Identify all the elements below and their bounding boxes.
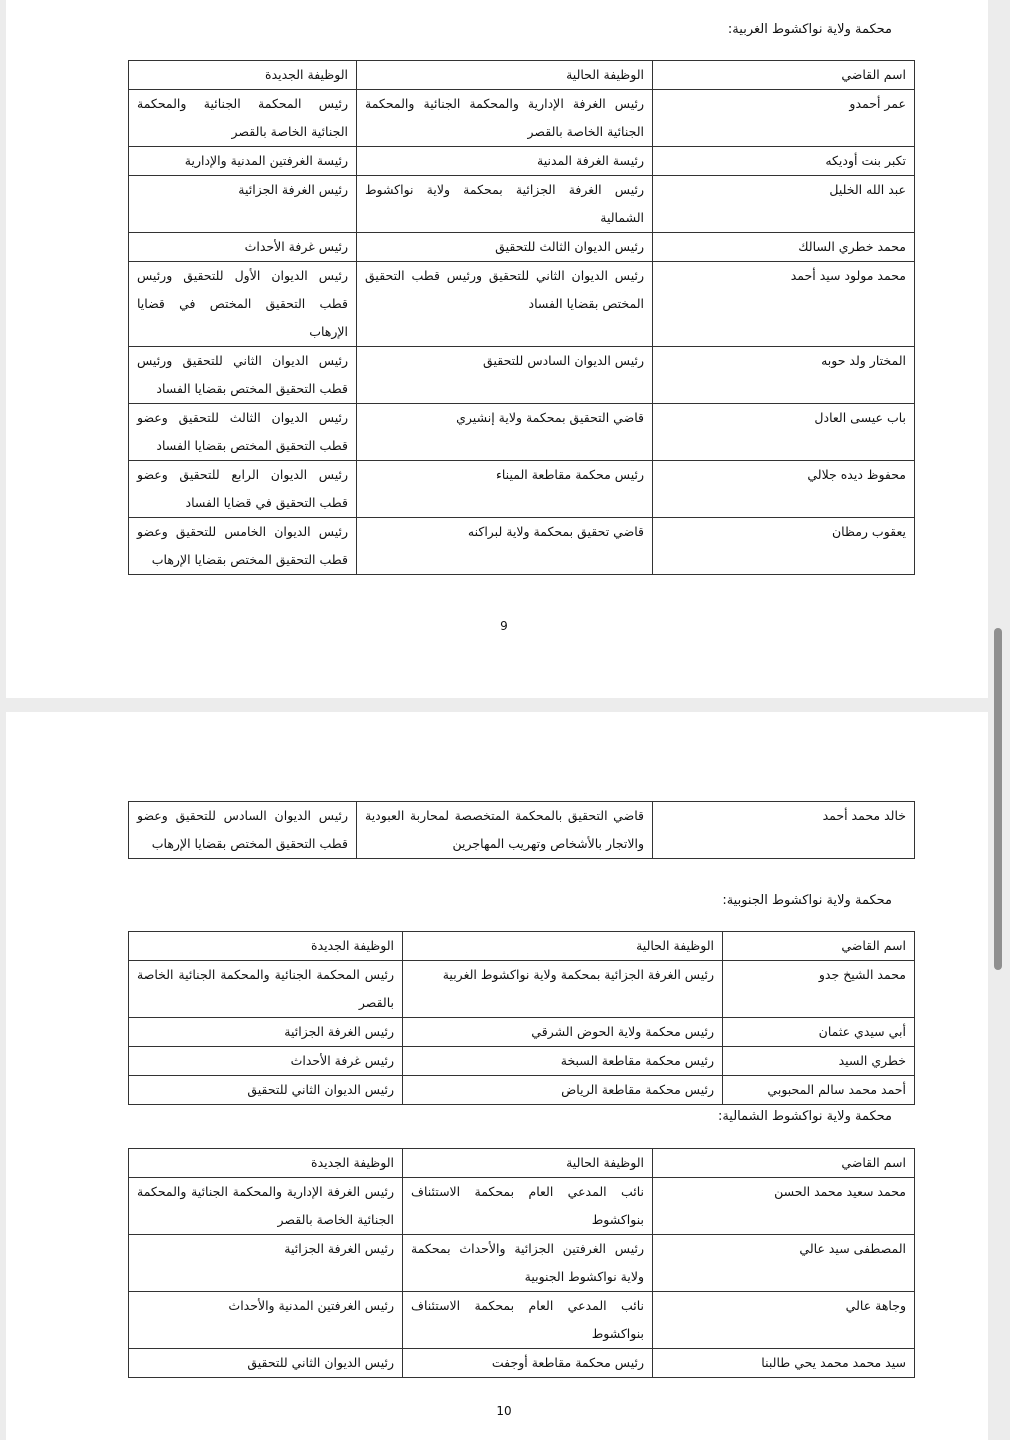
new-position-cell	[129, 1076, 403, 1105]
table-header-row	[129, 61, 915, 90]
table-row	[129, 518, 915, 575]
table-row	[129, 1349, 915, 1378]
cell-text: قاضي تحقيق بمحكمة ولاية لبراكنه	[467, 524, 644, 539]
section-title-south: محكمة ولاية نواكشوط الجنوبية:	[722, 893, 892, 908]
cell-text: رئيس الغرفة الجزائية بمحكمة ولاية نواكشوط الغربية	[442, 967, 714, 982]
cell-text: رئيس محكمة ولاية الحوض الشرقي	[531, 1024, 714, 1039]
column-header	[129, 1149, 403, 1178]
cell-text: تكبر بنت أوديكه	[825, 153, 906, 168]
cell-text: محمد سعيد محمد الحسن	[774, 1184, 906, 1199]
judge-name-cell	[653, 147, 915, 176]
judge-name-cell	[653, 1235, 915, 1292]
cell-text: رئيس الغرفة الجزائية	[284, 1241, 394, 1256]
column-header	[403, 932, 723, 961]
judge-name-cell	[653, 1349, 915, 1378]
current-position-cell	[403, 961, 723, 1018]
column-header-label: الوظيفة الجديدة	[311, 938, 394, 953]
table-row	[129, 461, 915, 518]
new-position-cell	[129, 1292, 403, 1349]
current-position-cell	[403, 1047, 723, 1076]
column-header-label: اسم القاضي	[841, 1155, 906, 1170]
column-header	[403, 1149, 653, 1178]
table-row	[129, 1292, 915, 1349]
cell-text: رئيس الديوان الثالث للتحقيق	[495, 239, 644, 254]
table-row	[129, 1235, 915, 1292]
new-position-cell	[129, 404, 357, 461]
column-header-label: اسم القاضي	[841, 938, 906, 953]
table-row	[129, 233, 915, 262]
cell-text: محمد مولود سيد أحمد	[790, 268, 906, 283]
judge-name-cell	[653, 404, 915, 461]
column-header	[357, 61, 653, 90]
page-number: 10	[496, 1404, 512, 1418]
column-header-label: الوظيفة الحالية	[566, 1155, 644, 1170]
new-position-cell	[129, 233, 357, 262]
table-row	[129, 147, 915, 176]
cell-text: رئيس الديوان الثاني للتحقيق ورئيس قطب التحقيق المختص بقضايا الفساد	[365, 268, 644, 311]
judge-name-cell	[653, 518, 915, 575]
column-header	[129, 61, 357, 90]
new-position-cell	[129, 90, 357, 147]
cell-text: قاضي التحقيق بالمحكمة المتخصصة لمحاربة العبودية والاتجار بالأشخاص وتهريب المهاجرين	[365, 808, 644, 851]
cell-text: رئيس الديوان السادس للتحقيق	[483, 353, 644, 368]
column-header	[653, 61, 915, 90]
cell-text: محفوظ ديده جلالي	[807, 467, 906, 482]
cell-text: رئيسة الغرفة المدنية	[537, 153, 644, 168]
new-position-cell	[129, 1047, 403, 1076]
current-position-cell	[357, 802, 653, 859]
cell-text: وجاهة عالي	[845, 1298, 906, 1313]
current-position-cell	[357, 347, 653, 404]
document-page-9	[6, 0, 988, 698]
cell-text: رئيس الديوان الثاني للتحقيق	[247, 1355, 394, 1370]
new-position-cell	[129, 176, 357, 233]
judge-name-cell	[653, 262, 915, 347]
judge-name-cell	[653, 90, 915, 147]
vertical-scrollbar[interactable]	[994, 628, 1002, 970]
cell-text: رئيس محكمة مقاطعة الميناء	[496, 467, 644, 482]
cell-text: نائب المدعي العام بمحكمة الاستئناف بنواكشوط	[411, 1298, 644, 1341]
table-header-row	[129, 932, 915, 961]
table-row	[129, 802, 915, 859]
cell-text: رئيس الغرفة الجزائية	[284, 1024, 394, 1039]
cell-text: رئيس الغرفتين المدنية والأحداث	[228, 1298, 394, 1313]
cell-text: رئيس محكمة مقاطعة الرياض	[561, 1082, 714, 1097]
current-position-cell	[357, 90, 653, 147]
current-position-cell	[357, 461, 653, 518]
cell-text: رئيس غرفة الأحداث	[244, 239, 348, 254]
new-position-cell	[129, 1018, 403, 1047]
current-position-cell	[403, 1292, 653, 1349]
judge-name-cell	[723, 1018, 915, 1047]
cell-text: نائب المدعي العام بمحكمة الاستئناف بنواكشوط	[411, 1184, 644, 1227]
column-header-label: الوظيفة الحالية	[636, 938, 714, 953]
cell-text: عبد الله الخليل	[829, 182, 906, 197]
cell-text: أبي سيدي عثمان	[818, 1024, 906, 1039]
current-position-cell	[357, 518, 653, 575]
cell-text: رئيس الديوان الرابع للتحقيق وعضو قطب التحقيق في قضايا الفساد	[137, 467, 348, 510]
judge-name-cell	[723, 1047, 915, 1076]
cell-text: رئيس المحكمة الجنائية والمحكمة الجنائية الخاصة بالقصر	[137, 96, 348, 139]
judge-name-cell	[723, 1076, 915, 1105]
cell-text: رئيس الديوان الثالث للتحقيق وعضو قطب التحقيق المختص بقضايا الفساد	[137, 410, 348, 453]
current-position-cell	[403, 1349, 653, 1378]
table-row	[129, 404, 915, 461]
judge-name-cell	[653, 176, 915, 233]
cell-text: قاضي التحقيق بمحكمة ولاية إنشيري	[456, 410, 644, 425]
west-court-table	[128, 60, 915, 575]
table-row	[129, 1076, 915, 1105]
current-position-cell	[403, 1178, 653, 1235]
judge-name-cell	[653, 347, 915, 404]
cell-text: المختار ولد حوبه	[821, 353, 906, 368]
table-row	[129, 176, 915, 233]
south-court-table	[128, 931, 915, 1105]
column-header	[653, 1149, 915, 1178]
cell-text: محمد خطري السالك	[798, 239, 906, 254]
cell-text: أحمد محمد سالم المحبوبي	[767, 1082, 906, 1097]
cell-text: رئيس محكمة مقاطعة أوجفت	[491, 1355, 644, 1370]
current-position-cell	[357, 262, 653, 347]
document-page-10	[6, 712, 988, 1440]
table-row	[129, 262, 915, 347]
current-position-cell	[357, 404, 653, 461]
cell-text: رئيس الديوان الثاني للتحقيق ورئيس قطب التحقيق المختص بقضايا الفساد	[137, 353, 348, 396]
cell-text: خالد محمد أحمد	[822, 808, 906, 823]
new-position-cell	[129, 347, 357, 404]
judge-name-cell	[653, 1178, 915, 1235]
cell-text: رئيس الديوان الخامس للتحقيق وعضو قطب التحقيق المختص بقضايا الإرهاب	[137, 524, 348, 567]
new-position-cell	[129, 961, 403, 1018]
current-position-cell	[357, 176, 653, 233]
new-position-cell	[129, 262, 357, 347]
judge-name-cell	[723, 961, 915, 1018]
column-header-label: الوظيفة الحالية	[566, 67, 644, 82]
cell-text: رئيس الديوان السادس للتحقيق وعضو قطب التحقيق المختص بقضايا الإرهاب	[137, 808, 348, 851]
table-header-row	[129, 1149, 915, 1178]
table-row	[129, 961, 915, 1018]
new-position-cell	[129, 461, 357, 518]
cell-text: رئيس الديوان الأول للتحقيق ورئيس قطب التحقيق المختص في قضايا الإرهاب	[137, 268, 348, 339]
cell-text: المصطفى سيد عالي	[799, 1241, 906, 1256]
judge-name-cell	[653, 1292, 915, 1349]
cell-text: خطري السيد	[838, 1053, 906, 1068]
judge-name-cell	[653, 802, 915, 859]
current-position-cell	[357, 233, 653, 262]
current-position-cell	[403, 1076, 723, 1105]
cell-text: رئيس الديوان الثاني للتحقيق	[247, 1082, 394, 1097]
cell-text: يعقوب رمظان	[831, 524, 906, 539]
judge-name-cell	[653, 461, 915, 518]
north-court-table	[128, 1148, 915, 1378]
west-court-table-continued	[128, 801, 915, 859]
cell-text: محمد الشيخ جدو	[818, 967, 906, 982]
cell-text: رئيس الغرفة الإدارية والمحكمة الجنائية والمحكمة الجنائية الخاصة بالقصر	[137, 1184, 394, 1227]
column-header-label: اسم القاضي	[841, 67, 906, 82]
section-title-north: محكمة ولاية نواكشوط الشمالية:	[717, 1109, 892, 1124]
table-row	[129, 347, 915, 404]
judge-name-cell	[653, 233, 915, 262]
new-position-cell	[129, 518, 357, 575]
table-row	[129, 1018, 915, 1047]
cell-text: رئيسة الغرفتين المدنية والإدارية	[184, 153, 348, 168]
cell-text: رئيس الغرفة الإدارية والمحكمة الجنائية والمحكمة الجنائية الخاصة بالقصر	[365, 96, 644, 139]
column-header	[129, 932, 403, 961]
cell-text: رئيس المحكمة الجنائية والمحكمة الجنائية الخاصة بالقصر	[137, 967, 394, 1010]
current-position-cell	[403, 1235, 653, 1292]
table-row	[129, 90, 915, 147]
cell-text: رئيس الغرفة الجزائية	[238, 182, 348, 197]
table-row	[129, 1178, 915, 1235]
new-position-cell	[129, 147, 357, 176]
cell-text: رئيس غرفة الأحداث	[290, 1053, 394, 1068]
current-position-cell	[403, 1018, 723, 1047]
cell-text: رئيس محكمة مقاطعة السبخة	[560, 1053, 714, 1068]
section-title-west: محكمة ولاية نواكشوط الغربية:	[727, 22, 892, 37]
column-header-label: الوظيفة الجديدة	[265, 67, 348, 82]
cell-text: عمر أحمدو	[849, 96, 906, 111]
new-position-cell	[129, 1349, 403, 1378]
current-position-cell	[357, 147, 653, 176]
cell-text: سيد محمد محمد يحي طالبنا	[761, 1355, 906, 1370]
page-number: 9	[500, 619, 508, 633]
cell-text: باب عيسى العادل	[814, 410, 906, 425]
column-header	[723, 932, 915, 961]
column-header-label: الوظيفة الجديدة	[311, 1155, 394, 1170]
new-position-cell	[129, 802, 357, 859]
new-position-cell	[129, 1178, 403, 1235]
new-position-cell	[129, 1235, 403, 1292]
cell-text: رئيس الغرفة الجزائية بمحكمة ولاية نواكشوط الشمالية	[365, 182, 644, 225]
table-row	[129, 1047, 915, 1076]
cell-text: رئيس الغرفتين الجزائية والأحداث بمحكمة ولاية نواكشوط الجنوبية	[411, 1241, 644, 1284]
